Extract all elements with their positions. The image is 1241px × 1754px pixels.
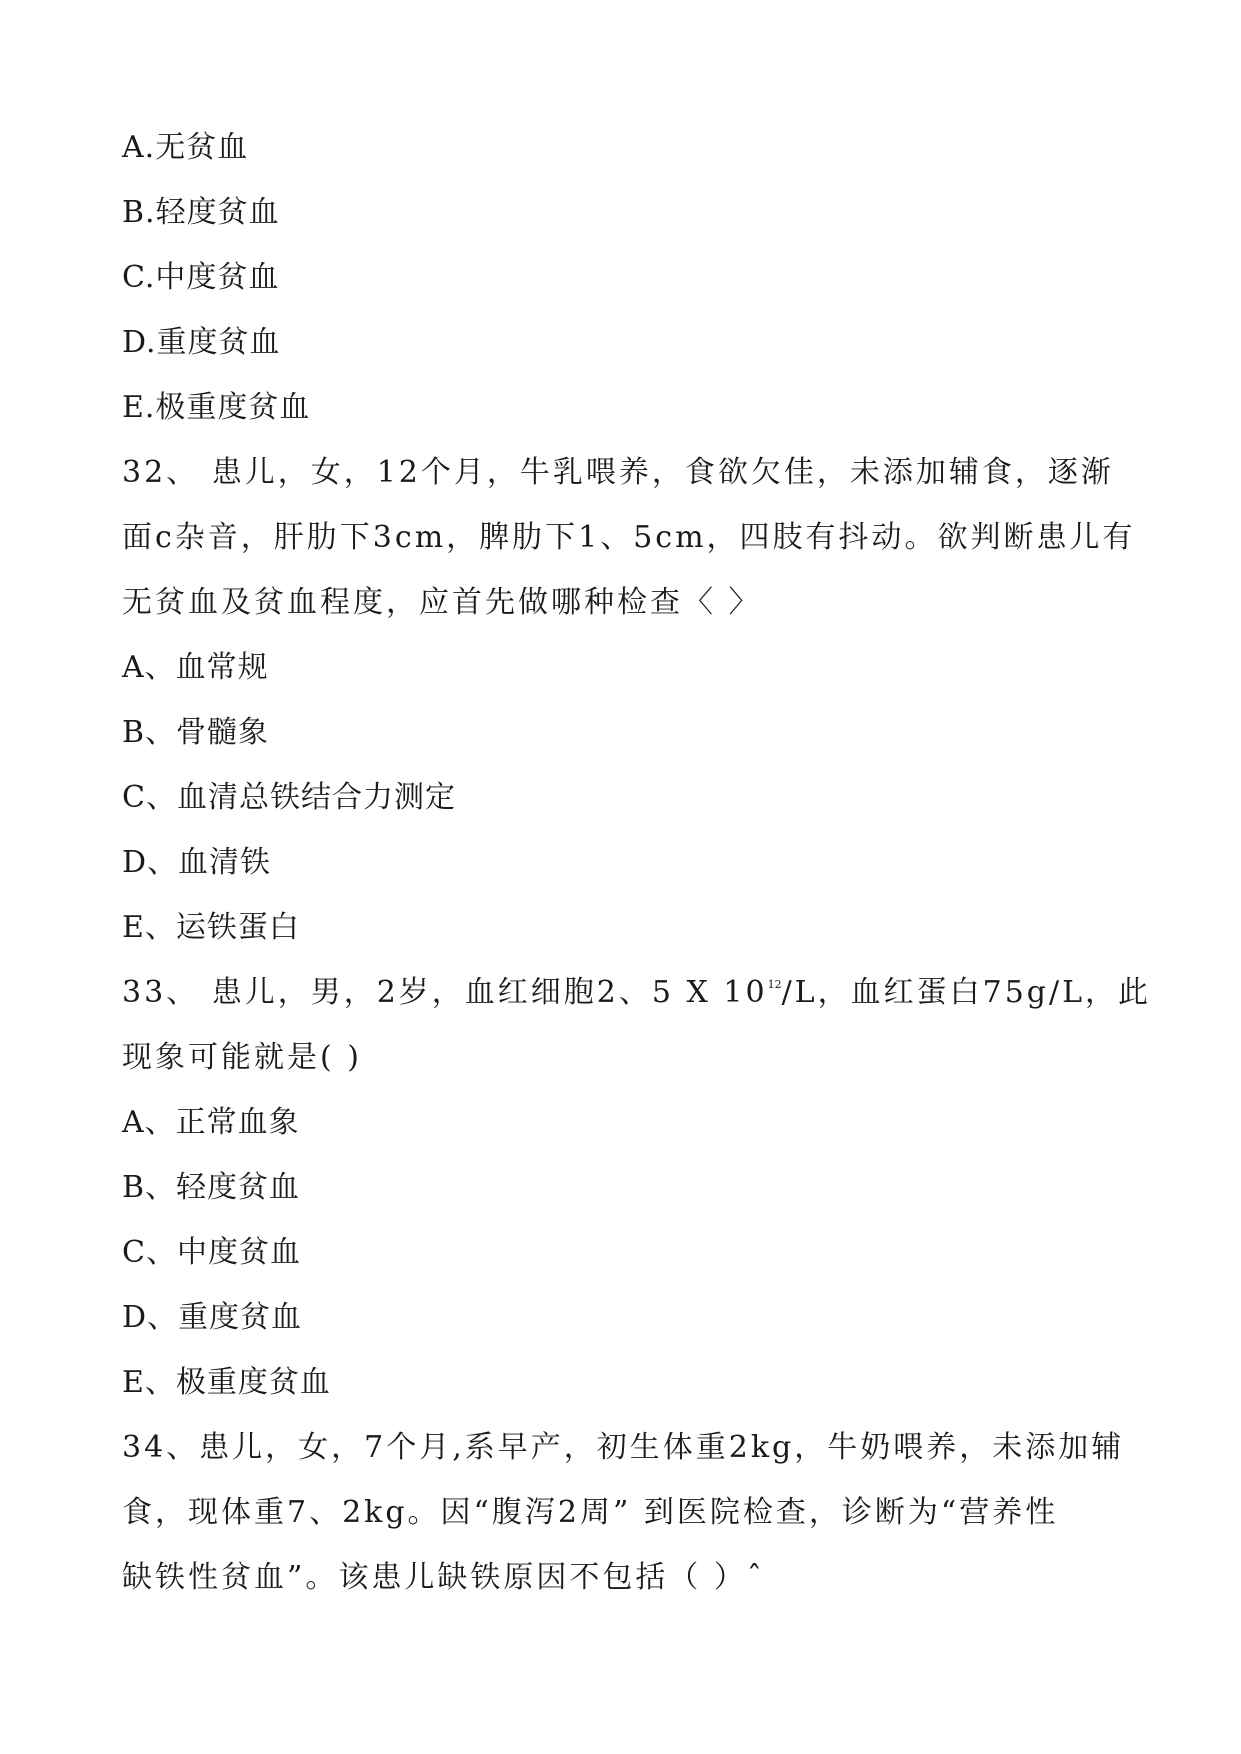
document-page bbox=[122, 115, 1152, 1610]
q31-option-a: A.无贫血 bbox=[122, 130, 249, 165]
q32-option-e: E、运铁蛋白 bbox=[122, 910, 300, 945]
q32-option-c: C、血清总铁结合力测定 bbox=[122, 780, 456, 815]
q31-option-e: E.极重度贫血 bbox=[122, 390, 311, 425]
q34-stem-line-1: 34、患儿，女，7个月,系早产，初生体重2kg，牛奶喂养，未添加辅 bbox=[122, 1430, 1125, 1465]
q33-stem-text-before: 33、 患儿，男，2岁，血红细胞2、5 X 10 bbox=[122, 975, 768, 1010]
q33-option-d: D、重度贫血 bbox=[122, 1300, 303, 1335]
q32-option-b: B、骨髓象 bbox=[122, 715, 270, 750]
q33-option-c: C、中度贫血 bbox=[122, 1235, 301, 1270]
q33-stem-text-after: /L，血红蛋白75g/L，此 bbox=[781, 975, 1152, 1010]
q33-stem-line-2: 现象可能就是( ) bbox=[122, 1040, 362, 1075]
q32-option-a: A、血常规 bbox=[122, 650, 269, 685]
q32-stem-line-1: 32、 患儿，女，12个月，牛乳喂养，食欲欠佳，未添加辅食，逐渐 bbox=[122, 455, 1114, 490]
q33-option-a: A、正常血象 bbox=[122, 1105, 300, 1140]
q33-exponent: 12 bbox=[767, 978, 782, 991]
q34-stem-line-3: 缺铁性贫血”。该患儿缺铁原因不包括（ ）ˆ bbox=[122, 1560, 765, 1595]
q34-stem-line-2: 食，现体重7、2kg。因“腹泻2周” 到医院检查，诊断为“营养性 bbox=[122, 1495, 1059, 1530]
q31-option-b: B.轻度贫血 bbox=[122, 195, 280, 230]
q31-option-d: D.重度贫血 bbox=[122, 325, 281, 360]
q33-stem-line-1 bbox=[122, 960, 1152, 1025]
q31-option-c: C.中度贫血 bbox=[122, 260, 280, 295]
q32-stem-line-3: 无贫血及贫血程度，应首先做哪种检查〈 〉 bbox=[122, 585, 762, 620]
q32-stem-line-2: 面c杂音，肝肋下3cm，脾肋下1、5cm，四肢有抖动。欲判断患儿有 bbox=[122, 520, 1136, 555]
q32-option-d: D、血清铁 bbox=[122, 845, 272, 880]
q33-option-e: E、极重度贫血 bbox=[122, 1365, 331, 1400]
q33-option-b: B、轻度贫血 bbox=[122, 1170, 301, 1205]
